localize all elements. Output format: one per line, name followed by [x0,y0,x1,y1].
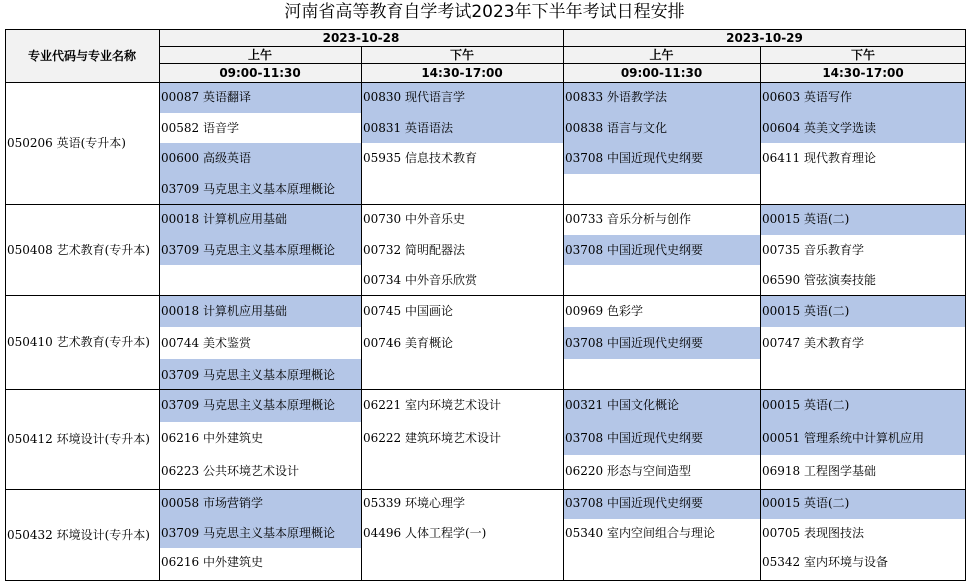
course-entry: 00744 美术鉴赏 [161,336,251,350]
course-entry: 00087 英语翻译 [159,82,361,113]
course-entry: 00058 市场营销学 [159,489,361,519]
course-entry: 00051 管理系统中计算机应用 [760,422,966,455]
course-entry: 04496 人体工程学(一) [363,525,487,540]
course-entry: 03708 中国近现代史纲要 [563,327,760,359]
course-entry: 05935 信息技术教育 [363,151,477,165]
course-entry: 06590 管弦演奏技能 [762,273,876,287]
course-entry: 03708 中国近现代史纲要 [563,235,760,266]
course-entry: 00015 英语(二) [760,489,966,519]
major-column-header: 专业代码与专业名称 [27,49,136,63]
course-entry: 00015 英语(二) [760,295,966,327]
date-header: 2023-10-29 [726,30,803,45]
course-entry: 03708 中国近现代史纲要 [563,422,760,455]
table-border-top [5,29,966,30]
course-entry: 00321 中国文化概论 [563,389,760,422]
course-entry: 05339 环境心理学 [363,496,465,510]
course-entry: 00733 音乐分析与创作 [565,212,691,226]
course-entry: 03709 马克思主义基本原理概论 [159,174,361,205]
course-entry: 00830 现代语言学 [361,82,563,113]
course-entry: 00604 英美文学选读 [760,113,966,144]
course-entry: 05340 室内空间组合与理论 [565,525,715,540]
course-entry: 00831 英语语法 [361,113,563,144]
course-entry: 06221 室内环境艺术设计 [363,398,501,412]
course-entry: 03709 马克思主义基本原理概论 [159,235,361,266]
session-header: 下午 [449,48,474,62]
column-divider [159,29,160,581]
course-entry: 05342 室内环境与设备 [762,555,888,569]
course-entry: 06223 公共环境艺术设计 [161,464,299,478]
row-divider [5,295,966,296]
course-entry: 06216 中外建筑史 [161,555,263,569]
course-entry: 06411 现代教育理论 [762,151,876,165]
course-entry: 00838 语言与文化 [563,113,760,144]
column-divider [760,46,761,581]
course-entry: 00747 美术教育学 [762,336,864,350]
course-entry: 00018 计算机应用基础 [159,295,361,327]
course-entry: 06216 中外建筑史 [161,431,263,445]
course-entry: 06220 形态与空间造型 [565,464,691,478]
row-divider [5,204,966,205]
table-border-right [965,29,966,581]
row-divider [5,389,966,390]
major-name: 050408 艺术教育(专升本) [7,242,150,257]
time-header: 09:00-11:30 [620,65,703,80]
time-header: 14:30-17:00 [421,65,503,80]
schedule-table [5,29,966,581]
course-entry: 03708 中国近现代史纲要 [563,143,760,174]
course-entry: 00833 外语教学法 [563,82,760,113]
course-entry: 00735 音乐教育学 [762,242,864,257]
course-entry: 00734 中外音乐欣赏 [363,273,477,287]
course-entry: 03709 马克思主义基本原理概论 [159,519,361,549]
course-entry: 00746 美育概论 [363,336,453,350]
course-entry: 06222 建筑环境艺术设计 [363,431,501,445]
table-border-bottom [5,580,966,581]
time-header: 14:30-17:00 [822,65,904,80]
course-entry: 00603 英语写作 [760,82,966,113]
column-divider [563,29,564,581]
course-entry: 00730 中外音乐史 [363,212,465,226]
course-entry: 00969 色彩学 [565,304,643,318]
course-entry: 00582 语音学 [161,120,239,135]
course-entry: 00015 英语(二) [760,204,966,235]
course-entry: 00732 简明配器法 [363,242,465,257]
session-header: 上午 [649,48,674,62]
header-divider [5,82,966,83]
course-entry: 00745 中国画论 [363,304,453,318]
course-entry: 00018 计算机应用基础 [159,204,361,235]
major-name: 050206 英语(专升本) [7,136,126,150]
course-entry: 00015 英语(二) [760,389,966,422]
major-name: 050410 艺术教育(专升本) [7,335,150,349]
column-divider [361,46,362,581]
date-header: 2023-10-28 [322,30,400,45]
course-entry: 00600 高级英语 [159,143,361,174]
major-name: 050432 环境设计(专升本) [7,528,150,542]
course-entry: 00705 表现图技法 [762,525,864,540]
course-entry: 03709 马克思主义基本原理概论 [159,389,361,422]
course-entry: 06918 工程图学基础 [762,464,876,478]
time-header: 09:00-11:30 [219,65,301,80]
page-title: 河南省高等教育自学考试2023年下半年考试日程安排 [284,2,685,22]
course-entry: 03709 马克思主义基本原理概论 [159,359,361,391]
session-header: 下午 [850,48,875,62]
course-entry: 03708 中国近现代史纲要 [563,489,760,519]
row-divider [5,489,966,490]
session-header: 上午 [247,48,272,62]
table-border-left [5,29,6,581]
major-name: 050412 环境设计(专升本) [7,432,150,446]
